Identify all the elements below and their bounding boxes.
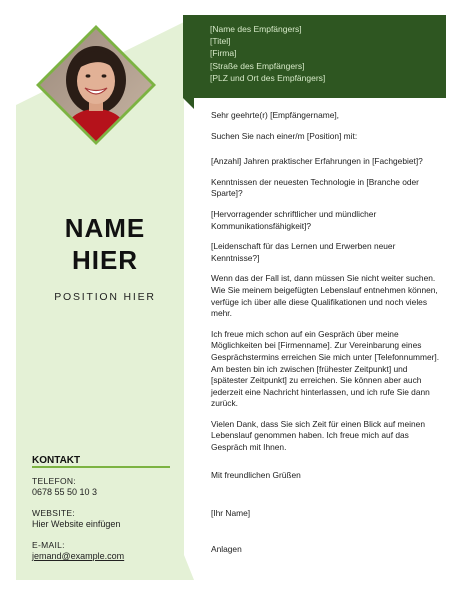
qualification-point: [Anzahl] Jahren praktischer Erfahrungen in [Fachgebiet]? <box>211 156 423 167</box>
body-paragraph: Wenn das der Fall ist, dann müssen Sie nicht weiter suchen. Wie Sie meinem beigefügten Lebenslauf entnehmen können, verfüge ich über alle diese Qualifikationen und noch vieles mehr. <box>211 273 438 319</box>
name-line-2: HIER <box>71 245 139 275</box>
body-paragraph: Ich freue mich schon auf ein Gespräch über meine Möglichkeiten bei [Firmenname]. Zur Vereinbarung eines Gesprächstermins erreichen Sie mich unter [Telefonnummer]. Am besten bin ich zwischen [frühester Zeitpunkt] und [spätester Zeitpunkt] zu erreichen. Sie können aber auch jederzeit eine Nachricht hinterlassen, und ich rufe Sie dann zurück. <box>211 328 440 409</box>
contact-heading: KONTAKT <box>32 455 81 466</box>
profile-photo <box>36 25 156 145</box>
recipient-name: [Name des Empfängers] <box>210 24 302 34</box>
recipient-company: [Firma] <box>210 48 237 59</box>
position-title: POSITION HIER <box>54 291 156 303</box>
intro-text: Suchen Sie nach einer/m [Position] mit: <box>211 130 358 141</box>
letter-body <box>211 110 443 463</box>
contact-divider <box>32 466 170 468</box>
phone-value: 0678 55 50 10 3 <box>32 487 98 497</box>
email-label: E-MAIL: <box>32 540 65 550</box>
qualification-point: [Leidenschaft für das Lernen und Erwerben neuer Kenntnisse?] <box>211 241 396 263</box>
website-value: Hier Website einfügen <box>32 519 121 529</box>
header-fold-corner <box>183 98 195 110</box>
name-line-1: NAME <box>64 213 146 243</box>
recipient-title: [Titel] <box>210 36 231 47</box>
recipient-city: [PLZ und Ort des Empfängers] <box>210 72 326 83</box>
phone-label: TELEFON: <box>32 476 76 486</box>
email-link[interactable]: jemand@example.com <box>32 551 125 561</box>
recipient-street: [Straße des Empfängers] <box>210 60 305 71</box>
salutation: Sehr geehrte(r) [Empfängername], <box>211 110 340 120</box>
website-label: WEBSITE: <box>32 508 76 518</box>
recipient-block <box>183 15 446 98</box>
closing: Mit freundlichen Grüßen <box>211 470 301 480</box>
signature-name: [Ihr Name] <box>211 508 251 518</box>
qualification-point: Kenntnissen der neuesten Technologie in [Branche oder Sparte]? <box>211 176 419 199</box>
attachments-label: Anlagen <box>211 544 242 554</box>
body-paragraph: Vielen Dank, dass Sie sich Zeit für einen Blick auf meinen Lebenslauf genommen haben. Ich freue mich auf das Gespräch mit Ihnen. <box>211 418 425 453</box>
qualification-point: [Hervorragender schriftlicher und mündlicher Kommunikationsfähigkeit]? <box>211 208 377 231</box>
candidate-name <box>16 212 194 276</box>
